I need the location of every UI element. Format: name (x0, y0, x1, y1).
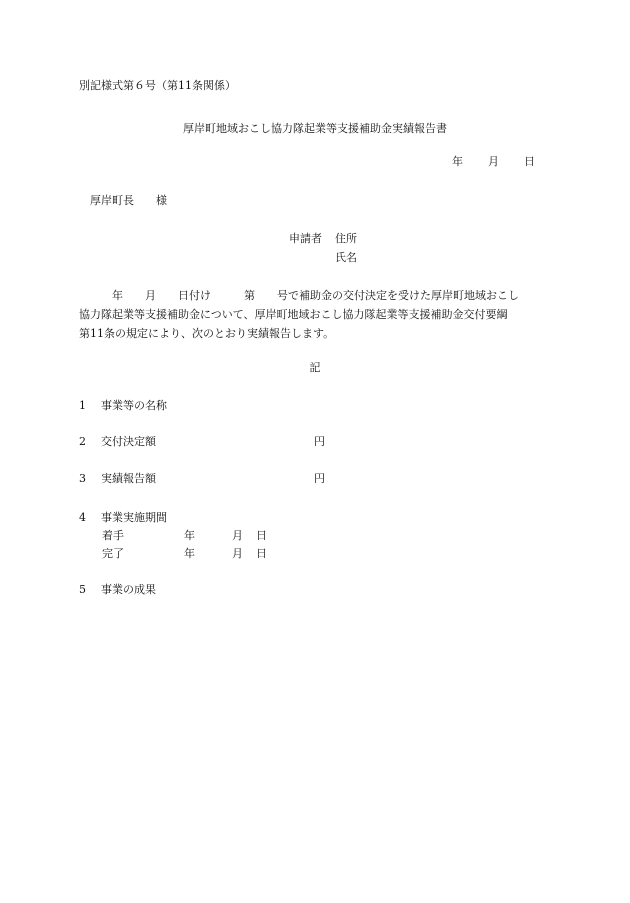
grant-decision-unit: 円 (314, 435, 325, 448)
report-date (452, 156, 535, 167)
item-actual-report-amount (79, 473, 156, 484)
item-number: 1 (79, 399, 86, 412)
date-month: 月 (232, 547, 243, 560)
period-end-label: 完了 (102, 547, 124, 560)
applicant-label: 申請者 (289, 232, 322, 245)
date-day: 日 (256, 547, 267, 560)
date-year: 年 (184, 529, 195, 542)
item-label: 実績報告額 (101, 472, 156, 485)
form-label: 別記様式第６号（第11条関係） (79, 79, 236, 92)
document-title: 厚岸町地域おこし協力隊起業等支援補助金実績報告書 (183, 122, 447, 135)
item-label: 事業等の名称 (101, 399, 167, 412)
period-end-row (102, 548, 267, 559)
item-project-name (79, 400, 167, 411)
date-month: 月 (488, 155, 499, 168)
period-start-label: 着手 (102, 529, 124, 542)
body-line: 年 月 日付け 第 号で補助金の交付決定を受けた厚岸町地域おこし (79, 289, 519, 302)
date-day: 日 (256, 529, 267, 542)
applicant-address-label: 住所 (335, 232, 357, 245)
actual-report-unit: 円 (314, 472, 325, 485)
period-end-date (184, 547, 267, 560)
period-start-row (102, 530, 267, 541)
addressee: 厚岸町長 様 (90, 194, 167, 207)
date-year: 年 (184, 547, 195, 560)
date-day: 日 (524, 155, 535, 168)
item-number: 2 (79, 435, 86, 448)
item-project-results (79, 584, 156, 595)
item-label: 事業の成果 (101, 583, 156, 596)
item-label: 事業実施期間 (101, 511, 167, 524)
item-number: 5 (79, 583, 86, 596)
body-line: 協力隊起業等支援補助金について、厚岸町地域おこし協力隊起業等支援補助金交付要綱 (79, 308, 508, 321)
applicant-name-label: 氏名 (335, 251, 357, 264)
item-number: 3 (79, 472, 86, 485)
item-number: 4 (79, 511, 86, 524)
body-paragraph (79, 286, 559, 343)
date-month: 月 (232, 529, 243, 542)
item-implementation-period (79, 512, 167, 523)
item-label: 交付決定額 (101, 435, 156, 448)
period-start-date (184, 529, 267, 542)
date-year: 年 (452, 155, 463, 168)
body-line: 第11条の規定により、次のとおり実績報告します。 (79, 327, 335, 340)
ki-heading: 記 (309, 361, 321, 374)
item-grant-decision-amount (79, 436, 156, 447)
